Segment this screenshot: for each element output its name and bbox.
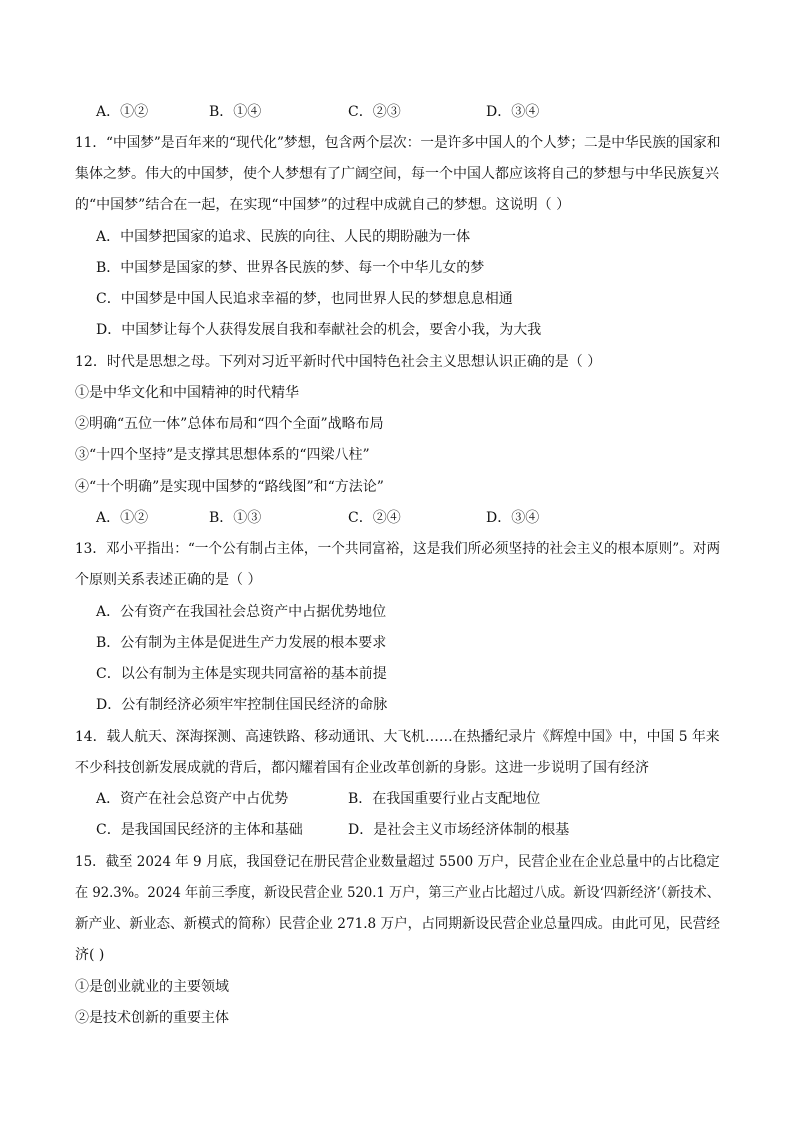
q13-option-d: D．公有制经济必须牢牢控制住国民经济的命脉 xyxy=(96,697,388,713)
q12-choice-d: D．③④ xyxy=(486,510,540,526)
q14-stem-line-1: 14．载人航天、深海探测、高速铁路、移动通讯、大飞机……在热播纪录片《辉煌中国》中，中国 5 年来 xyxy=(75,729,720,745)
q13-stem-line-2: 个原则关系表述正确的是（ ） xyxy=(75,572,262,588)
q14-option-c: C．是我国国民经济的主体和基础 xyxy=(96,822,303,838)
q12-choice-a: A．①② xyxy=(96,510,149,526)
q15-stem-line-3: 新产业、新业态、新模式的简称）民营企业 271.8 万户，占同期新设民营企业总量四成。由此可见，民营经 xyxy=(75,916,720,932)
q10-choice-a: A．①② xyxy=(96,104,149,120)
q15-stem-line-2: 在 92.3%。2024 年前三季度，新设民营企业 520.1 万户，第三产业占比超过八成。新设‘四新经济’（新技术、 xyxy=(75,885,720,901)
q13-option-c: C．以公有制为主体是实现共同富裕的基本前提 xyxy=(96,666,387,682)
q11-option-b: B．中国梦是国家的梦、世界各民族的梦、每一个中华儿女的梦 xyxy=(96,260,485,276)
q12-item-4: ④“十个明确”是实现中国梦的“路线图”和“方法论” xyxy=(75,479,384,495)
q11-stem-line-2: 集体之梦。伟大的中国梦，使个人梦想有了广阔空间，每一个中国人都应该将自己的梦想与中华民族复兴 xyxy=(75,166,719,182)
q13-option-a: A．公有资产在我国社会总资产中占据优势地位 xyxy=(96,604,387,620)
q12-choice-b: B．①③ xyxy=(209,510,262,526)
q12-choice-c: C．②④ xyxy=(348,510,401,526)
q10-choice-c: C．②③ xyxy=(348,104,401,120)
q14-option-d: D．是社会主义市场经济体制的根基 xyxy=(348,822,570,838)
q14-option-a: A．资产在社会总资产中占优势 xyxy=(96,791,289,807)
q14-option-b: B．在我国重要行业占支配地位 xyxy=(348,791,541,807)
q10-choices xyxy=(96,102,736,122)
q12-choices xyxy=(96,508,736,528)
q12-item-2: ②明确“五位一体”总体布局和“四个全面”战略布局 xyxy=(75,416,384,432)
q14-options-row-1 xyxy=(96,789,736,809)
q15-item-2: ②是技术创新的重要主体 xyxy=(75,1010,229,1026)
q10-choice-d: D．③④ xyxy=(486,104,540,120)
q12-item-3: ③“十四个坚持”是支撑其思想体系的“四梁八柱” xyxy=(75,447,370,463)
q11-option-d: D．中国梦让每个人获得发展自我和奉献社会的机会，要舍小我，为大我 xyxy=(96,322,542,338)
q13-option-b: B．公有制为主体是促进生产力发展的根本要求 xyxy=(96,635,387,651)
q11-stem-line-3: 的“中国梦”结合在一起，在实现“中国梦”的过程中成就自己的梦想。这说明（ ） xyxy=(75,197,571,213)
q14-options-row-2 xyxy=(96,820,736,840)
q11-option-a: A．中国梦把国家的追求、民族的向往、人民的期盼融为一体 xyxy=(96,229,471,245)
q12-item-1: ①是中华文化和中国精神的时代精华 xyxy=(75,385,299,401)
q13-stem-line-1: 13．邓小平指出：“一个公有制占主体，一个共同富裕，这是我们所必须坚持的社会主义的根本原则”。对两 xyxy=(75,541,721,557)
q14-stem-line-2: 不少科技创新发展成就的背后，都闪耀着国有企业改革创新的身影。这进一步说明了国有经济 xyxy=(75,760,649,776)
q15-stem-line-4: 济( ) xyxy=(75,947,105,963)
q15-item-1: ①是创业就业的主要领域 xyxy=(75,979,229,995)
q11-option-c: C．中国梦是中国人民追求幸福的梦，也同世界人民的梦想息息相通 xyxy=(96,291,513,307)
q15-stem-line-1: 15．截至 2024 年 9 月底，我国登记在册民营企业数量超过 5500 万户，民营企业在企业总量中的占比稳定 xyxy=(75,854,720,870)
q12-stem: 12．时代是思想之母。下列对习近平新时代中国特色社会主义思想认识正确的是（ ） xyxy=(75,354,602,370)
q11-stem-line-1: 11．“中国梦”是百年来的“现代化”梦想，包含两个层次：一是许多中国人的个人梦；二是中华民族的国家和 xyxy=(75,135,721,151)
q10-choice-b: B．①④ xyxy=(209,104,262,120)
